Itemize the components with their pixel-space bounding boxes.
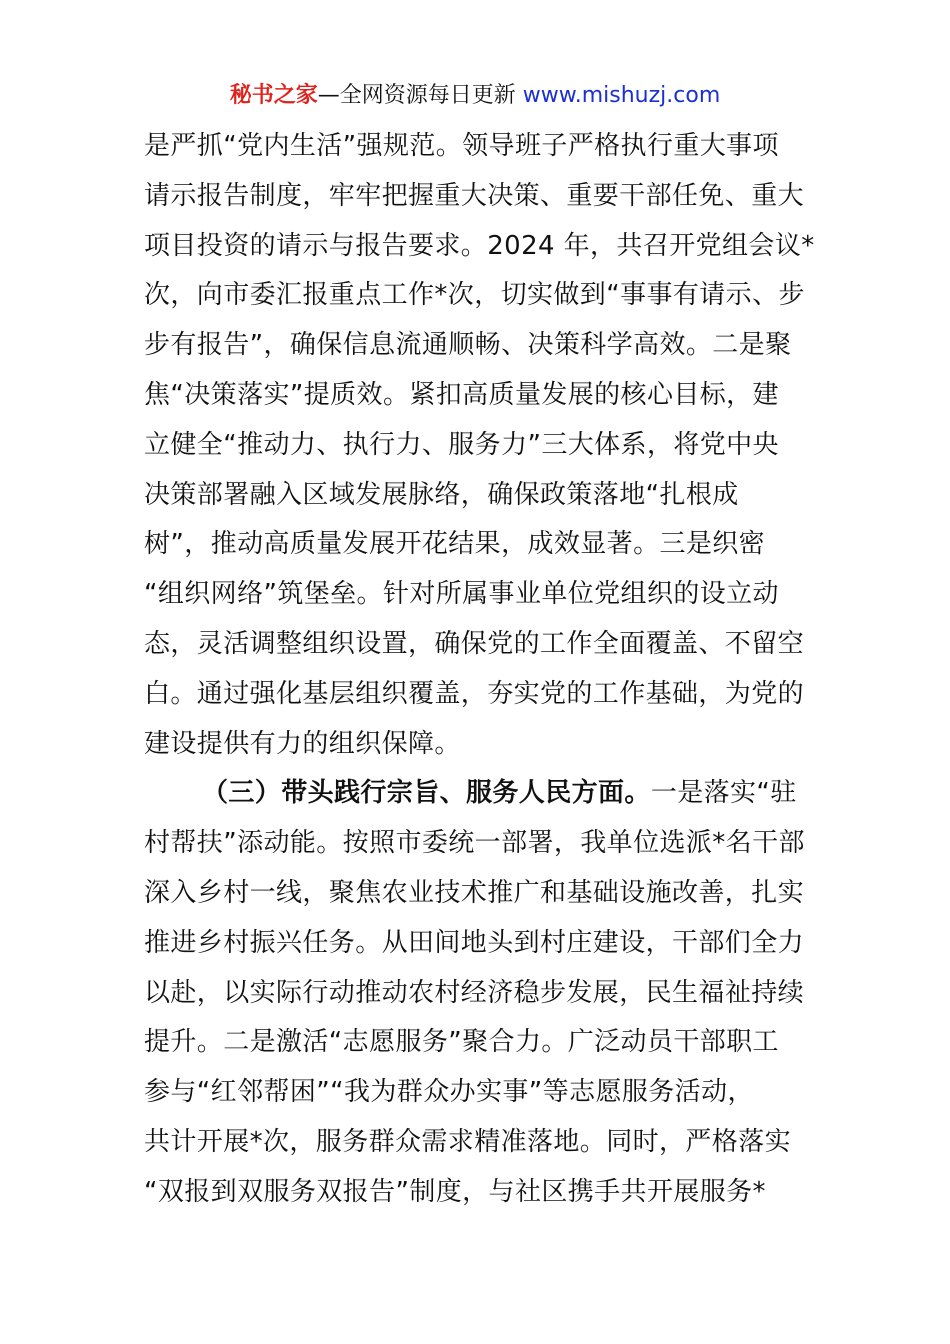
text-line: 请示报告制度，牢牢把握重大决策、重要干部任免、重大 [144, 180, 805, 211]
text-line: 白。通过强化基层组织覆盖，夯实党的工作基础，为党的 [144, 678, 805, 709]
document-body [144, 122, 815, 1218]
text-line: 深入乡村一线，聚焦农业技术推广和基础设施改善，扎实 [144, 877, 805, 908]
section-3-first-line-text: 一是落实“驻 [650, 778, 797, 809]
text-line: 态，灵活调整组织设置，确保党的工作全面覆盖、不留空 [144, 628, 805, 659]
site-brand: 秘书之家 [229, 83, 318, 108]
text-line: “双报到双服务双报告”制度，与社区携手共开展服务* [144, 1176, 766, 1207]
text-line: 以赴，以实际行动推动农村经济稳步发展，民生福祉持续 [144, 977, 805, 1008]
text-line: 焦“决策落实”提质效。紧扣高质量发展的核心目标，建 [144, 379, 779, 410]
text-line: 立健全“推动力、执行力、服务力”三大体系，将党中央 [144, 429, 779, 460]
text-line: 推进乡村振兴任务。从田间地头到村庄建设，干部们全力 [144, 927, 805, 958]
text-line: 项目投资的请示与报告要求。2024 年，共召开党组会议* [144, 230, 815, 261]
section-3-heading: （三）带头践行宗旨、服务人民方面。 [202, 778, 651, 809]
text-line: 建设提供有力的组织保障。 [144, 728, 461, 759]
text-line: 步有报告”，确保信息流通顺畅、决策科学高效。二是聚 [144, 330, 792, 361]
text-line: 参与“红邻帮困”“我为群众办实事”等志愿服务活动， [144, 1077, 754, 1108]
text-line: 次，向市委汇报重点工作*次，切实做到“事事有请示、步 [144, 280, 805, 311]
text-line: 共计开展*次，服务群众需求精准落地。同时，严格落实 [144, 1126, 792, 1157]
text-line: “组织网络”筑堡垒。针对所属事业单位党组织的设立动 [144, 579, 779, 610]
site-url-link[interactable]: www.mishuzj.com [522, 83, 721, 108]
text-line: 提升。二是激活“志愿服务”聚合力。广泛动员干部职工 [144, 1027, 779, 1058]
text-line: 是严抓“党内生活”强规范。领导班子严格执行重大事项 [144, 131, 779, 161]
text-line: 树”，推动高质量发展开花结果，成效显著。三是织密 [144, 529, 766, 560]
site-header [0, 80, 950, 112]
text-line: 决策部署融入区域发展脉络，确保政策落地“扎根成 [144, 479, 739, 510]
text-line: 村帮扶”添动能。按照市委统一部署，我单位选派*名干部 [144, 828, 805, 859]
section-3-first-line [144, 769, 808, 819]
site-tagline: —全网资源每日更新 [317, 83, 523, 108]
